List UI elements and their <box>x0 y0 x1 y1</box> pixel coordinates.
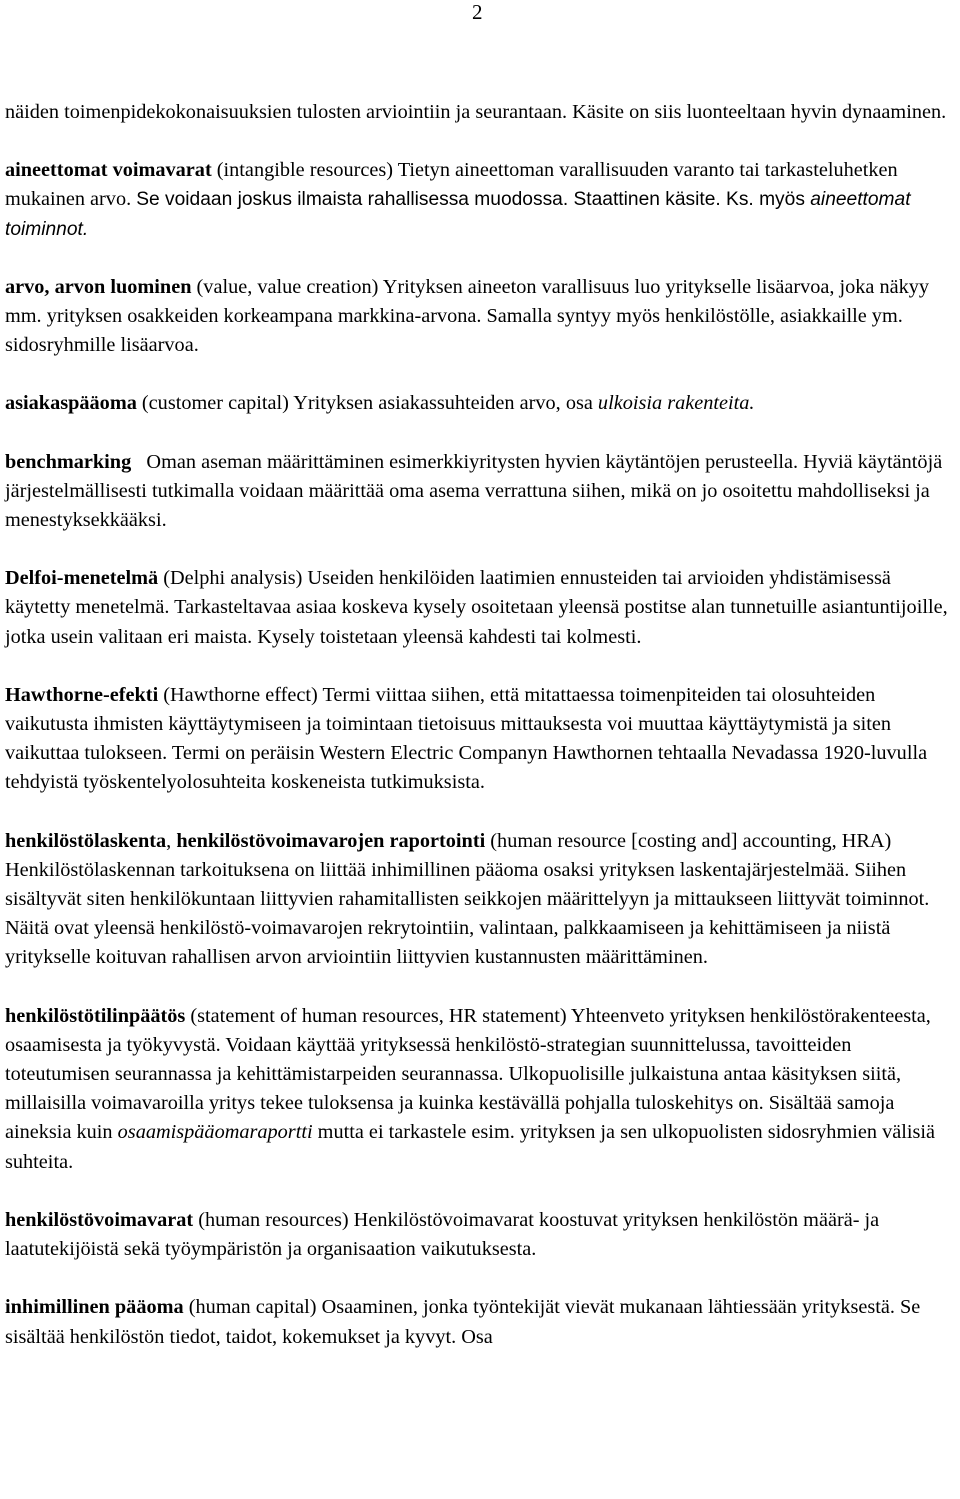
glossary-entry-benchmarking <box>5 448 955 536</box>
entry-term: henkilöstötilinpäätös <box>5 1004 186 1027</box>
glossary-entry-inhimillinen-paaoma <box>5 1293 955 1351</box>
entry-term: Delfoi-menetelmä <box>5 567 159 590</box>
entry-term: henkilöstölaskenta <box>5 829 167 852</box>
entry-cross-reference: aineettomat toiminnot. <box>5 189 911 240</box>
glossary-entry-henkilostovoimavarat <box>5 1206 955 1264</box>
glossary-entry-continuation <box>5 98 955 127</box>
entry-cross-reference: ulkoisia rakenteita. <box>597 392 755 415</box>
entry-text: (human resources) Henkilöstövoimavarat koostuvat yrityksen henkilöstön määrä- ja laatutekijöistä sekä työympäristön ja organisaation vaikutuksesta. <box>5 1208 880 1261</box>
entry-text-sans: Se voidaan joskus ilmaista rahallisessa muodossa. Staattinen käsite. Ks. myös <box>136 189 811 211</box>
glossary-entry-asiakaspaaoma <box>5 389 955 418</box>
glossary-entry-delfoi-menetelma <box>5 564 955 652</box>
entry-cross-reference: osaamispääomaraportti <box>117 1121 313 1144</box>
entry-term: asiakaspääoma <box>5 392 137 415</box>
glossary-entry-aineettomat-voimavarat <box>5 156 955 244</box>
glossary-entry-henkilostotilinpaatos <box>5 1002 955 1177</box>
glossary-entry-henkilostolaskenta <box>5 827 955 973</box>
glossary-entry-arvo <box>5 273 955 361</box>
entry-text: (customer capital) Yrityksen asiakassuhteiden arvo, osa <box>136 392 598 415</box>
glossary-entry-hawthorne-efekti <box>5 681 955 798</box>
entry-text: (human capital) Osaaminen, jonka työntekijät vievät mukanaan lähtiessään yrityksestä. Se sisältää henkilöstön tiedot, taidot, kokemukset ja kyvyt. Osa <box>5 1296 921 1348</box>
glossary-content <box>5 98 955 1381</box>
entry-term: benchmarking <box>5 450 132 473</box>
entry-text: (Delphi analysis) Useiden henkilöiden laatimien ennusteiden tai arvioiden yhdistämisessä käytetty menetelmä. Tarkasteltavaa asiaa koskeva kysely osoitetaan yleensä postitse alan tunnetuille asiantuntijoille, jotka usein valitaan eri maista. Kysely toistetaan yleensä kahdesti tai kolmesti. <box>5 567 948 648</box>
entry-term: aineettomat voimavarat <box>5 159 212 182</box>
entry-text: (human resource [costing and] accounting, HRA) Henkilöstölaskennan tarkoituksena on liittää inhimillinen pääoma osaksi yrityksen laskentajärjestelmää. Siihen sisältyvät siten henkilökuntaan liittyvien rahamitallisten seikkojen määrittelyyn ja mittaukseen liittyvät toiminnot. Näitä ovat yleensä henkilöstö-voimavarojen rekrytointiin, valintaan, palkkaamiseen ja kehittämiseen ja niistä yritykselle koituvan rahallisen arvon arviointiin liittyvien kustannusten määrittäminen. <box>5 829 930 969</box>
entry-term: arvo, arvon luominen <box>5 275 192 298</box>
entry-text: (Hawthorne effect) Termi viittaa siihen, että mitattaessa toimenpiteiden tai olosuhteiden vaikutusta ihmisten käyttäytymiseen ja toimintaan tietoisuus mittauksesta voi muuttaa käyttäytymistä ja siten vaikuttaa tulokseen. Termi on peräisin Western Electric Companyn Hawthornen tehtaalla Nevadassa 1920-luvulla tehdyistä työskentelyolosuhteita koskeneista tutkimuksista. <box>5 683 928 794</box>
entry-text: (value, value creation) Yrityksen aineeton varallisuus luo yritykselle lisäarvoa, joka näkyy mm. yrityksen osakkeiden korkeampana markkina-arvona. Samalla syntyy myös henkilöstölle, asiakkaille ym. sidosryhmille lisäarvoa. <box>5 275 930 357</box>
entry-text: (intangible resources) Tietyn aineettoman varallisuuden varanto tai tarkasteluhetken mukainen arvo. <box>5 159 898 211</box>
page-number: 2 <box>472 0 483 24</box>
entry-text: (statement of human resources, HR statement) Yhteenveto yrityksen henkilöstörakenteesta, osaamisesta ja työkyvystä. Voidaan käyttää yrityksessä henkilöstö-strategian suunnittelussa, tavoitteiden toteutumisen seurannassa ja kehittämistarpeiden seurannassa. Ulkopuolisille julkaistuna antaa käsityksen siitä, millaisilla voimavaroilla yritys tekee tuloksensa ja kuinka kestävällä pohjalla tuloskehitys on. Sisältää samoja aineksia kuin <box>5 1004 931 1144</box>
entry-term: inhimillinen pääoma <box>5 1296 184 1319</box>
entry-text: näiden toimenpidekokonaisuuksien tulosten arviointiin ja seurantaan. Käsite on siis luonteeltaan hyvin dynaaminen. <box>5 101 947 123</box>
entry-text-continued: mutta ei tarkastele esim. yrityksen ja sen ulkopuolisten sidosryhmien välisiä suhteita. <box>5 1121 936 1173</box>
entry-term-secondary: henkilöstövoimavarojen raportointi <box>176 829 486 852</box>
entry-text: Oman aseman määrittäminen esimerkkiyritysten hyvien käytäntöjen perusteella. Hyviä käytäntöjä järjestelmällisesti tutkimalla voidaan määrittää oma asema verrattuna siihen, mikä on jo osoitettu mahdolliseksi ja menestyksekkääksi. <box>5 450 948 532</box>
entry-separator: , <box>166 829 177 852</box>
entry-term: henkilöstövoimavarat <box>5 1208 194 1231</box>
entry-term: Hawthorne-efekti <box>5 683 159 706</box>
